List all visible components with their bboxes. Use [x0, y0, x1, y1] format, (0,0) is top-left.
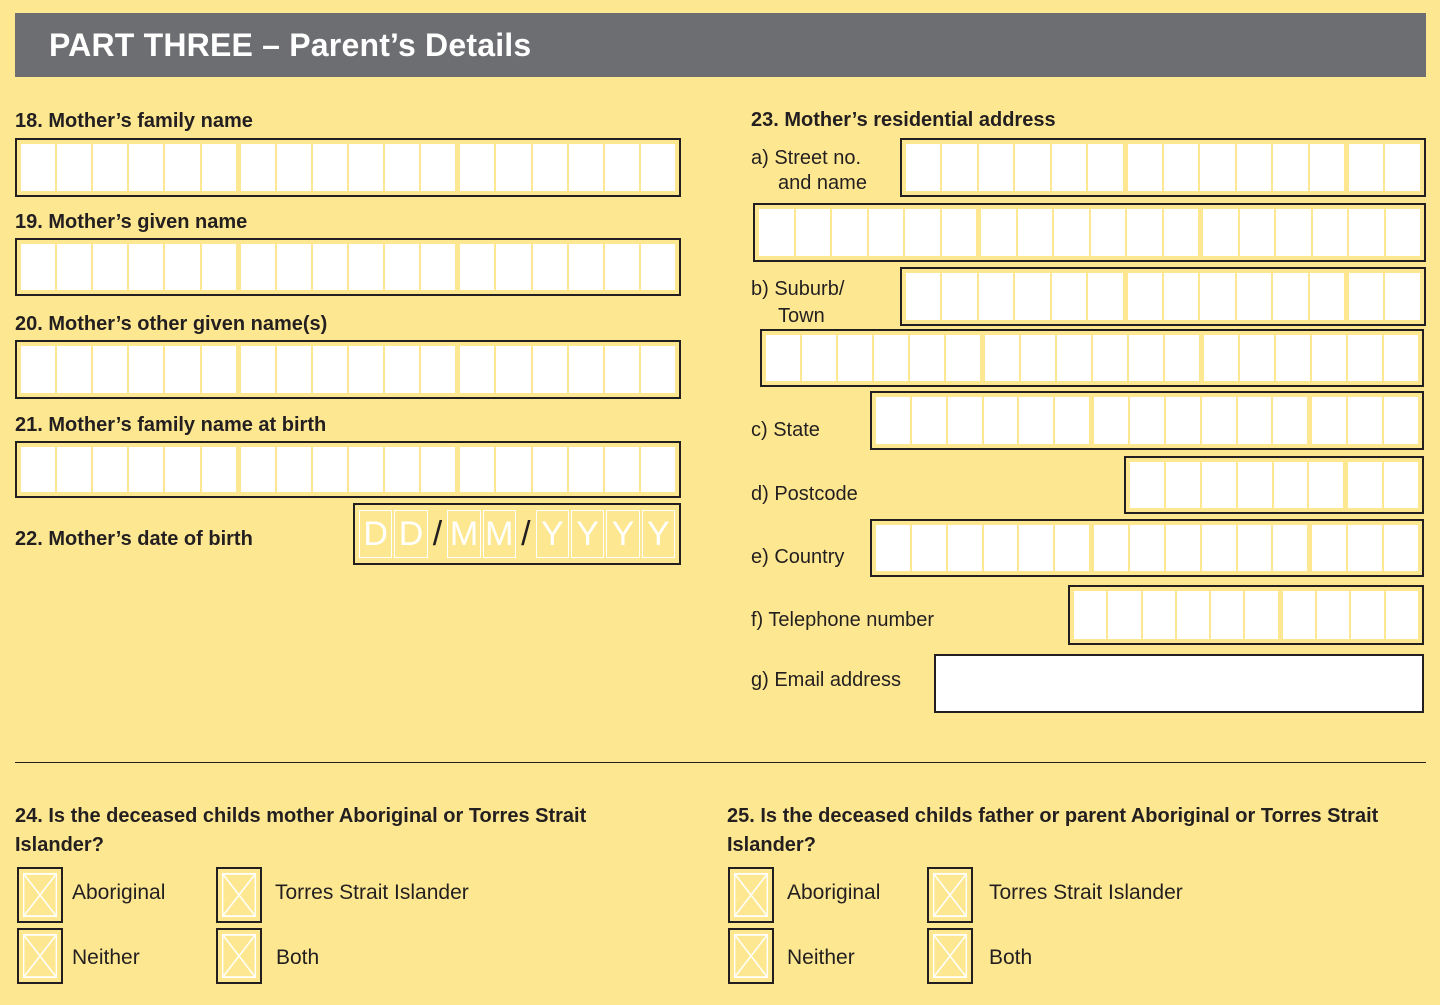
char-cell[interactable] [832, 209, 867, 256]
char-cell[interactable] [1021, 335, 1055, 381]
char-cell[interactable] [129, 346, 163, 393]
q25-both-label: Both [989, 946, 1033, 969]
q21-label: 21. Mother’s family name at birth [15, 414, 327, 436]
q25-torres-checkbox[interactable] [927, 867, 973, 923]
char-cell[interactable] [569, 346, 603, 393]
street-field-line1[interactable] [900, 138, 1426, 197]
suburb-label-1: b) Suburb/ [751, 278, 845, 300]
dob-month-cell[interactable]: M [447, 510, 480, 558]
char-cell[interactable] [1317, 591, 1349, 639]
char-cell[interactable] [759, 209, 794, 256]
char-cell[interactable] [1384, 525, 1418, 571]
char-cell[interactable] [1164, 209, 1199, 256]
char-cell[interactable] [1312, 525, 1346, 571]
dob-year-cell[interactable]: Y [642, 510, 675, 558]
char-cell[interactable] [202, 346, 236, 393]
telephone-field[interactable] [1068, 585, 1424, 645]
char-cell[interactable] [946, 335, 980, 381]
dob-year-cell[interactable]: Y [606, 510, 639, 558]
country-field[interactable] [870, 519, 1424, 577]
char-cell[interactable] [1384, 462, 1418, 508]
char-cell[interactable] [1054, 209, 1089, 256]
char-cell[interactable] [605, 244, 639, 290]
suburb-field-line1[interactable] [900, 267, 1426, 326]
char-cell[interactable] [241, 346, 275, 393]
char-cell[interactable] [241, 447, 275, 492]
char-cell[interactable] [1019, 397, 1053, 444]
char-cell[interactable] [533, 447, 567, 492]
char-cell[interactable] [1165, 335, 1199, 381]
char-cell[interactable] [1211, 591, 1243, 639]
char-cell[interactable] [1091, 209, 1126, 256]
char-cell[interactable] [313, 144, 347, 191]
char-cell[interactable] [641, 244, 675, 290]
dob-year-cell[interactable]: Y [536, 510, 569, 558]
char-cell[interactable] [876, 525, 910, 571]
char-cell[interactable] [1349, 273, 1383, 320]
char-cell[interactable] [533, 244, 567, 290]
char-cell[interactable] [460, 144, 494, 191]
char-cell[interactable] [496, 244, 530, 290]
char-cell[interactable] [766, 335, 800, 381]
char-cell[interactable] [496, 144, 530, 191]
char-cell[interactable] [942, 144, 976, 191]
char-cell[interactable] [57, 244, 91, 290]
char-cell[interactable] [165, 244, 199, 290]
char-cell[interactable] [277, 346, 311, 393]
char-cell[interactable] [1276, 209, 1311, 256]
char-cell[interactable] [1386, 209, 1421, 256]
q25-neither-label: Neither [787, 946, 855, 969]
checkbox-x-icon [734, 873, 768, 917]
char-cell[interactable] [1273, 144, 1307, 191]
mother-family-name-field[interactable] [15, 138, 681, 197]
char-cell[interactable] [1143, 591, 1175, 639]
state-field[interactable] [870, 391, 1424, 450]
char-cell[interactable] [838, 335, 872, 381]
char-cell[interactable] [313, 244, 347, 290]
q24-neither-checkbox[interactable] [17, 928, 63, 984]
char-cell[interactable] [985, 335, 1019, 381]
char-cell[interactable] [641, 447, 675, 492]
dob-month-cell[interactable]: M [483, 510, 516, 558]
char-cell[interactable] [1164, 273, 1198, 320]
char-cell[interactable] [385, 346, 419, 393]
char-cell[interactable] [349, 244, 383, 290]
char-cell[interactable] [1273, 273, 1307, 320]
char-cell[interactable] [349, 346, 383, 393]
char-cell[interactable] [349, 144, 383, 191]
char-cell[interactable] [1310, 144, 1344, 191]
q24-torres-checkbox[interactable] [216, 867, 262, 923]
char-cell[interactable] [533, 346, 567, 393]
char-cell[interactable] [1055, 397, 1089, 444]
char-cell[interactable] [1237, 144, 1271, 191]
char-cell[interactable] [385, 244, 419, 290]
char-cell[interactable] [948, 397, 982, 444]
char-cell[interactable] [496, 447, 530, 492]
q24-torres-label: Torres Strait Islander [275, 881, 469, 904]
char-cell[interactable] [1128, 273, 1162, 320]
checkbox-x-icon [933, 873, 967, 917]
q25-text: 25. Is the deceased childs father or parent Aboriginal or Torres Strait Islander? [727, 805, 1379, 856]
q20-label: 20. Mother’s other given name(s) [15, 313, 328, 335]
char-cell[interactable] [1094, 525, 1128, 571]
char-cell[interactable] [1202, 397, 1236, 444]
q24-neither-label: Neither [72, 946, 140, 969]
char-cell[interactable] [1130, 525, 1164, 571]
char-cell[interactable] [605, 144, 639, 191]
char-cell[interactable] [1166, 462, 1200, 508]
char-cell[interactable] [421, 244, 455, 290]
postcode-field[interactable] [1124, 456, 1424, 514]
q25-aboriginal-checkbox[interactable] [728, 867, 774, 923]
char-cell[interactable] [1018, 209, 1053, 256]
char-cell[interactable] [1057, 335, 1091, 381]
char-cell[interactable] [165, 346, 199, 393]
char-cell[interactable] [1384, 397, 1418, 444]
char-cell[interactable] [421, 144, 455, 191]
char-cell[interactable] [1108, 591, 1140, 639]
char-cell[interactable] [942, 209, 977, 256]
char-cell[interactable] [57, 144, 91, 191]
char-cell[interactable] [1274, 462, 1308, 508]
char-cell[interactable] [93, 144, 127, 191]
char-cell[interactable] [277, 447, 311, 492]
section-header [15, 13, 1426, 77]
char-cell[interactable] [93, 447, 127, 492]
char-cell[interactable] [202, 144, 236, 191]
char-cell[interactable] [1094, 397, 1128, 444]
char-cell[interactable] [1276, 335, 1310, 381]
dob-day-cell[interactable]: D [394, 510, 427, 558]
char-cell[interactable] [796, 209, 831, 256]
char-cell[interactable] [57, 447, 91, 492]
char-cell[interactable] [984, 397, 1018, 444]
char-cell[interactable] [906, 144, 940, 191]
q18-label: 18. Mother’s family name [15, 110, 253, 132]
char-cell[interactable] [1385, 144, 1419, 191]
char-cell[interactable] [1238, 462, 1272, 508]
char-cell[interactable] [979, 144, 1013, 191]
dob-year-cell[interactable]: Y [571, 510, 604, 558]
checkbox-x-icon [222, 873, 256, 917]
char-cell[interactable] [1166, 525, 1200, 571]
char-cell[interactable] [277, 244, 311, 290]
postcode-label: d) Postcode [751, 483, 858, 505]
char-cell[interactable] [1348, 525, 1382, 571]
char-cell[interactable] [241, 144, 275, 191]
char-cell[interactable] [802, 335, 836, 381]
char-cell[interactable] [1055, 525, 1089, 571]
char-cell[interactable] [1129, 335, 1163, 381]
char-cell[interactable] [912, 525, 946, 571]
char-cell[interactable] [569, 447, 603, 492]
char-cell[interactable] [569, 144, 603, 191]
mother-other-given-names-field[interactable] [15, 340, 681, 399]
char-cell[interactable] [202, 244, 236, 290]
char-cell[interactable] [876, 397, 910, 444]
char-cell[interactable] [1245, 591, 1277, 639]
checkbox-x-icon [734, 934, 768, 978]
char-cell[interactable] [605, 346, 639, 393]
q25-aboriginal-label: Aboriginal [787, 881, 881, 904]
char-cell[interactable] [460, 346, 494, 393]
char-cell[interactable] [1204, 335, 1238, 381]
char-cell[interactable] [165, 144, 199, 191]
char-cell[interactable] [421, 346, 455, 393]
char-cell[interactable] [129, 447, 163, 492]
char-cell[interactable] [1127, 209, 1162, 256]
char-cell[interactable] [1128, 144, 1162, 191]
char-cell[interactable] [1164, 144, 1198, 191]
char-cell[interactable] [460, 244, 494, 290]
char-cell[interactable] [984, 525, 1018, 571]
mother-given-name-field[interactable] [15, 238, 681, 296]
char-cell[interactable] [1310, 273, 1344, 320]
char-cell[interactable] [1385, 273, 1419, 320]
checkbox-x-icon [222, 934, 256, 978]
checkbox-x-icon [933, 934, 967, 978]
street-field-line2[interactable] [753, 203, 1426, 262]
char-cell[interactable] [1177, 591, 1209, 639]
q24-aboriginal-label: Aboriginal [72, 881, 166, 904]
char-cell[interactable] [496, 346, 530, 393]
char-cell[interactable] [21, 244, 55, 290]
char-cell[interactable] [1348, 462, 1382, 508]
section-divider [15, 762, 1426, 763]
suburb-field-line2[interactable] [760, 329, 1424, 387]
char-cell[interactable] [1015, 144, 1049, 191]
char-cell[interactable] [129, 144, 163, 191]
char-cell[interactable] [385, 447, 419, 492]
char-cell[interactable] [313, 447, 347, 492]
char-cell[interactable] [979, 273, 1013, 320]
char-cell[interactable] [1093, 335, 1127, 381]
char-cell[interactable] [1313, 209, 1348, 256]
char-cell[interactable] [912, 397, 946, 444]
char-cell[interactable] [1386, 591, 1418, 639]
q24-aboriginal-checkbox[interactable] [17, 867, 63, 923]
street-label-2: and name [778, 172, 867, 194]
char-cell[interactable] [1349, 144, 1383, 191]
char-cell[interactable] [1283, 591, 1315, 639]
char-cell[interactable] [202, 447, 236, 492]
char-cell[interactable] [57, 346, 91, 393]
char-cell[interactable] [241, 244, 275, 290]
char-cell[interactable] [277, 144, 311, 191]
char-cell[interactable] [533, 144, 567, 191]
char-cell[interactable] [460, 447, 494, 492]
char-cell[interactable] [1202, 525, 1236, 571]
char-cell[interactable] [1238, 525, 1272, 571]
char-cell[interactable] [1240, 335, 1274, 381]
q24-text: 24. Is the deceased childs mother Aboriginal or Torres Strait Islander? [15, 805, 587, 856]
char-cell[interactable] [1312, 335, 1346, 381]
char-cell[interactable] [1273, 397, 1307, 444]
char-cell[interactable] [1166, 397, 1200, 444]
char-cell[interactable] [21, 447, 55, 492]
char-cell[interactable] [1088, 144, 1122, 191]
char-cell[interactable] [1238, 397, 1272, 444]
dob-separator: / [432, 514, 443, 553]
char-cell[interactable] [1052, 273, 1086, 320]
char-cell[interactable] [1348, 397, 1382, 444]
char-cell[interactable] [906, 273, 940, 320]
char-cell[interactable] [1384, 335, 1418, 381]
char-cell[interactable] [948, 525, 982, 571]
char-cell[interactable] [869, 209, 904, 256]
char-cell[interactable] [129, 244, 163, 290]
q19-label: 19. Mother’s given name [15, 211, 248, 233]
q25-torres-label: Torres Strait Islander [989, 881, 1183, 904]
country-label: e) Country [751, 546, 845, 568]
mother-family-name-at-birth-field[interactable] [15, 441, 681, 498]
char-cell[interactable] [605, 447, 639, 492]
char-cell[interactable] [910, 335, 944, 381]
email-field[interactable] [934, 654, 1424, 713]
checkbox-x-icon [23, 934, 57, 978]
char-cell[interactable] [385, 144, 419, 191]
char-cell[interactable] [981, 209, 1016, 256]
char-cell[interactable] [1200, 144, 1234, 191]
char-cell[interactable] [874, 335, 908, 381]
checkbox-x-icon [23, 873, 57, 917]
char-cell[interactable] [641, 144, 675, 191]
char-cell[interactable] [349, 447, 383, 492]
char-cell[interactable] [421, 447, 455, 492]
telephone-label: f) Telephone number [751, 609, 935, 631]
char-cell[interactable] [641, 346, 675, 393]
q25-both-checkbox[interactable] [927, 928, 973, 984]
state-label: c) State [751, 419, 820, 441]
suburb-label-2: Town [778, 305, 825, 327]
char-cell[interactable] [1200, 273, 1234, 320]
char-cell[interactable] [313, 346, 347, 393]
char-cell[interactable] [1237, 273, 1271, 320]
section-title: PART THREE – Parent’s Details [49, 26, 532, 63]
char-cell[interactable] [1130, 462, 1164, 508]
char-cell[interactable] [1130, 397, 1164, 444]
street-label-1: a) Street no. [751, 147, 862, 169]
char-cell[interactable] [165, 447, 199, 492]
char-cell[interactable] [1088, 273, 1122, 320]
char-cell[interactable] [1273, 525, 1307, 571]
dob-day-cell[interactable]: D [359, 510, 392, 558]
char-cell[interactable] [1312, 397, 1346, 444]
char-cell[interactable] [1348, 335, 1382, 381]
char-cell[interactable] [1309, 462, 1343, 508]
q22-label: 22. Mother’s date of birth [15, 528, 253, 550]
char-cell[interactable] [21, 346, 55, 393]
char-cell[interactable] [1202, 462, 1236, 508]
char-cell[interactable] [942, 273, 976, 320]
char-cell[interactable] [569, 244, 603, 290]
email-label: g) Email address [751, 669, 902, 691]
char-cell[interactable] [1015, 273, 1049, 320]
char-cell[interactable] [93, 244, 127, 290]
char-cell[interactable] [1351, 591, 1383, 639]
char-cell[interactable] [1052, 144, 1086, 191]
q24-both-checkbox[interactable] [216, 928, 262, 984]
q23-label: 23. Mother’s residential address [751, 109, 1056, 131]
dob-separator: / [521, 514, 531, 553]
char-cell[interactable] [1240, 209, 1275, 256]
char-cell[interactable] [1203, 209, 1238, 256]
char-cell[interactable] [1074, 591, 1106, 639]
char-cell[interactable] [1019, 525, 1053, 571]
q25-neither-checkbox[interactable] [728, 928, 774, 984]
char-cell[interactable] [21, 144, 55, 191]
char-cell[interactable] [93, 346, 127, 393]
char-cell[interactable] [905, 209, 940, 256]
char-cell[interactable] [1349, 209, 1384, 256]
mother-dob-field[interactable] [353, 503, 681, 565]
q24-both-label: Both [276, 946, 320, 969]
